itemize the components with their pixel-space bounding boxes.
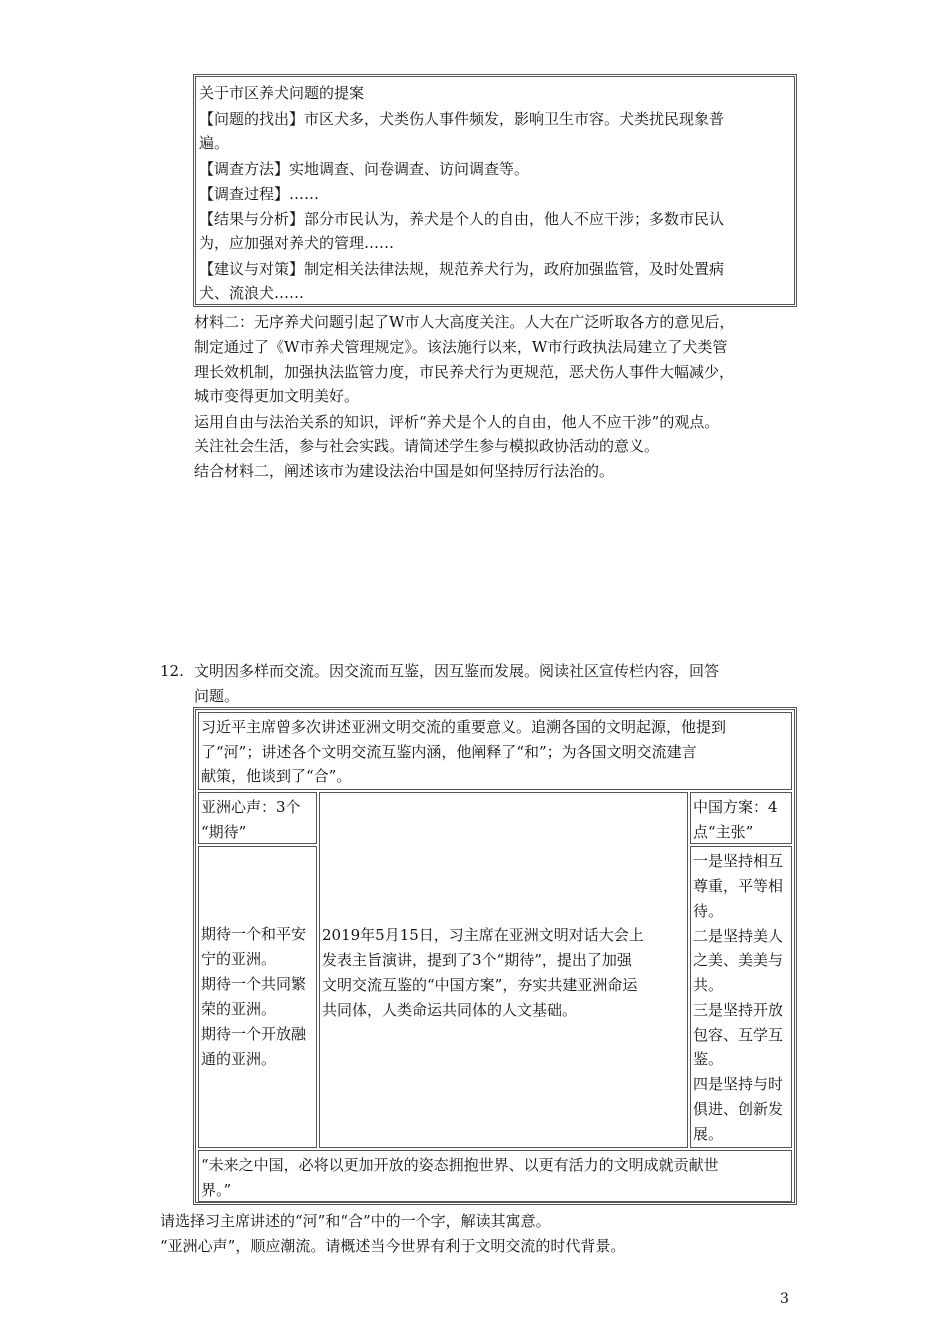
right-body-line: 一是坚持相互	[693, 852, 784, 870]
question-line: 运用自由与法治关系的知识，评析“养犬是个人的自由，他人不应干涉”的观点。	[194, 413, 720, 431]
intro-line: 习近平主席曾多次讲述亚洲文明交流的重要意义。追溯各国的文明起源，他提到	[201, 718, 727, 736]
center-line: 发表主旨演讲，提到了3个“期待”，提出了加强	[322, 951, 632, 969]
footer-cell	[198, 1150, 792, 1202]
right-body-line: 尊重，平等相	[693, 877, 784, 895]
proposal-line: 【结果与分析】部分市民认为，养犬是个人的自由，他人不应干涉；多数市民认	[199, 210, 725, 228]
question-stem-line: 文明因多样而交流。因交流而互鉴，因互鉴而发展。阅读社区宣传栏内容，回答	[194, 662, 720, 680]
center-line: 共同体，人类命运共同体的人文基础。	[322, 1001, 578, 1019]
proposal-title: 关于市区养犬问题的提案	[199, 84, 365, 102]
center-line: 文明交流互鉴的“中国方案”，夯实共建亚洲命运	[322, 976, 638, 994]
question-line: “亚洲心声”，顺应潮流。请概述当今世界有利于文明交流的时代背景。	[160, 1237, 626, 1255]
question-line: 结合材料二，阐述该市为建设法治中国是如何坚持厉行法治的。	[194, 462, 615, 480]
right-header-cell	[690, 792, 792, 844]
right-body-line: 包容、互学互	[693, 1026, 784, 1044]
right-body-line: 四是坚持与时	[693, 1075, 784, 1093]
left-body-line: 荣的亚洲。	[201, 1000, 277, 1018]
bulletin-table	[193, 707, 797, 1205]
intro-line: 了“河”；讲述各个文明交流互鉴内涵，他阐释了“和”；为各国文明交流建言	[201, 743, 697, 761]
question-stem-line: 问题。	[194, 687, 240, 705]
left-body-cell	[198, 846, 317, 1148]
right-body-line: 二是坚持美人	[693, 927, 784, 945]
left-body-line: 期待一个共同繁	[201, 975, 307, 993]
right-header-line: 点“主张”	[693, 823, 754, 841]
question-line: 关注社会生活，参与社会实践。请简述学生参与模拟政协活动的意义。	[194, 437, 660, 455]
left-body-line: 宁的亚洲。	[201, 950, 277, 968]
left-header-cell	[198, 792, 317, 844]
proposal-line: 【建议与对策】制定相关法律法规，规范养犬行为，政府加强监管，及时处置病	[199, 260, 725, 278]
right-body-line: 待。	[693, 902, 724, 920]
proposal-line: 【问题的找出】市区犬多，犬类伤人事件频发，影响卫生市容。犬类扰民现象普	[199, 110, 725, 128]
proposal-box	[193, 74, 797, 307]
proposal-line: 为，应加强对养犬的管理……	[199, 234, 395, 252]
right-header-line: 中国方案：4	[693, 798, 778, 816]
right-body-line: 俱进、创新发	[693, 1100, 784, 1118]
right-body-cell	[690, 846, 792, 1148]
left-body-line: 期待一个开放融	[201, 1025, 307, 1043]
center-line: 2019年5月15日，习主席在亚洲文明对话大会上	[322, 926, 644, 944]
page-number: 3	[780, 1291, 789, 1307]
left-body-line: 期待一个和平安	[201, 925, 307, 943]
left-header-line: 亚洲心声：3个	[201, 798, 301, 816]
material-two-line: 城市变得更加文明美好。	[194, 387, 360, 405]
proposal-line: 犬、流浪犬……	[199, 284, 305, 302]
material-two-line: 理长效机制，加强执法监管力度，市民养犬行为更规范，恶犬伤人事件大幅减少，	[194, 363, 735, 381]
intro-cell	[198, 712, 792, 790]
left-header-line: “期待”	[201, 823, 247, 841]
proposal-line: 遍。	[199, 134, 230, 152]
material-two-line: 材料二：无序养犬问题引起了W市人大高度关注。人大在广泛听取各方的意见后，	[194, 313, 735, 331]
right-body-line: 之美、美美与	[693, 951, 784, 969]
proposal-line: 【调查过程】……	[199, 185, 320, 203]
material-two-line: 制定通过了《W市养犬管理规定》。该法施行以来，W市行政执法局建立了犬类管	[194, 338, 728, 356]
footer-line: “未来之中国，必将以更加开放的姿态拥抱世界、以更有活力的文明成就贡献世	[201, 1156, 719, 1174]
right-body-line: 鉴。	[693, 1050, 724, 1068]
left-body-line: 通的亚洲。	[201, 1050, 277, 1068]
center-cell	[319, 792, 688, 1148]
proposal-line: 【调查方法】实地调查、问卷调查、访问调查等。	[199, 160, 530, 178]
intro-line: 献策，他谈到了“合”。	[201, 767, 352, 785]
footer-line: 界。”	[201, 1181, 232, 1199]
question-line: 请选择习主席讲述的“河”和“合”中的一个字，解读其寓意。	[160, 1212, 551, 1230]
question-number: 12.	[160, 662, 184, 680]
right-body-line: 展。	[693, 1125, 724, 1143]
right-body-line: 三是坚持开放	[693, 1001, 784, 1019]
right-body-line: 共。	[693, 976, 724, 994]
